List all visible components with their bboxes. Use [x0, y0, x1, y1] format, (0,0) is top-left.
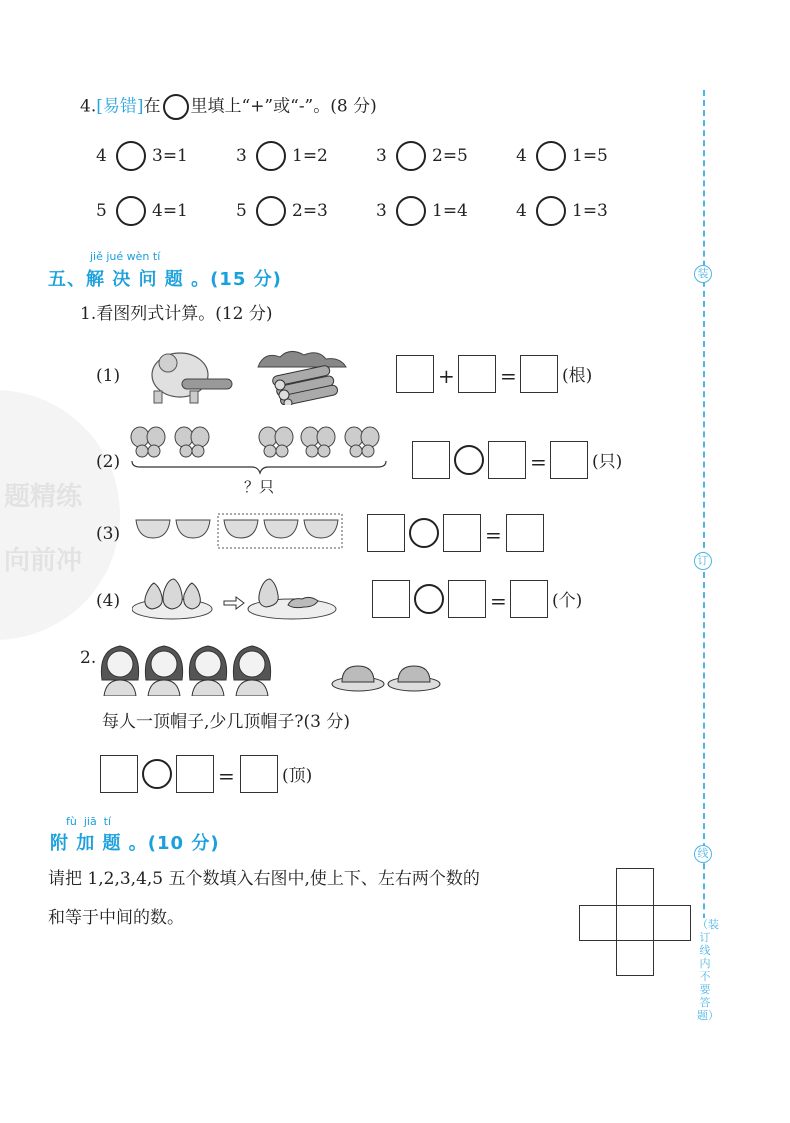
- watermark-line1: 题精练: [4, 482, 83, 512]
- q4-eq-3-rest: 2=5: [432, 146, 468, 166]
- elephant-logs-picture: [140, 345, 360, 405]
- q2-number: 2.: [80, 648, 97, 668]
- q4-heading: [80, 94, 377, 120]
- q1-p1-plus: +: [438, 364, 455, 388]
- q1-p1-box-1[interactable]: [396, 355, 434, 393]
- q4-eq-2-rest: 1=2: [292, 146, 328, 166]
- q1-p4-box-1[interactable]: [372, 580, 410, 618]
- q4-eq-8: 4: [516, 201, 527, 221]
- q1-p4-box-3[interactable]: [510, 580, 548, 618]
- q1-p2-box-3[interactable]: [550, 441, 588, 479]
- q4-eq-3: 3: [376, 146, 387, 166]
- q1-p2-label: (2): [96, 452, 121, 472]
- section5-pinyin: jiě jué wèn tí: [90, 250, 161, 263]
- q4-circle-3[interactable]: [396, 141, 426, 171]
- watermelon-picture: [132, 512, 344, 552]
- q2-box-2[interactable]: [176, 755, 214, 793]
- q1-p4-unit: (个): [552, 591, 583, 611]
- q1-p2-circle[interactable]: [454, 445, 484, 475]
- bonus-pinyin: fù jiā tí: [66, 815, 112, 828]
- cross-cell-center[interactable]: [616, 905, 654, 941]
- q4-tag: [易错]: [96, 96, 144, 117]
- hat-icon: [332, 666, 440, 691]
- binding-mark-1: 装: [694, 265, 712, 283]
- pears-picture: [132, 573, 342, 623]
- q1-p4-circle[interactable]: [414, 584, 444, 614]
- q1-p1-eq: =: [500, 364, 517, 388]
- q4-circle-5[interactable]: [116, 196, 146, 226]
- q4-eq-7: 3: [376, 201, 387, 221]
- pear-icon: [145, 579, 200, 609]
- q1-p2-brace-label: ？只: [244, 478, 275, 496]
- q1-p1-box-3[interactable]: [520, 355, 558, 393]
- q4-text-after: 里填上“+”或“-”。(8 分): [190, 96, 377, 117]
- section5-title: 五、解 决 问 题 。(15 分): [48, 269, 282, 290]
- q4-eq-1-rest: 3=1: [152, 146, 188, 166]
- bonus-line2: 和等于中间的数。: [48, 908, 184, 928]
- q4-eq-5: 5: [96, 201, 107, 221]
- q2-question: 每人一顶帽子,少几顶帽子?(3 分): [102, 712, 351, 732]
- q4-number: 4.: [80, 96, 97, 117]
- q4-eq-1: 4: [96, 146, 107, 166]
- binding-line: [703, 90, 705, 1050]
- binding-note: （装订线内不要答题）: [697, 918, 713, 1053]
- q1-p4-eq: =: [490, 589, 507, 613]
- binding-mark-2: 订: [694, 552, 712, 570]
- binding-mark-3: 线: [694, 845, 712, 863]
- q1-p1-label: (1): [96, 366, 121, 386]
- q4-circle-2[interactable]: [256, 141, 286, 171]
- watermark-line2: 向前冲: [4, 546, 83, 576]
- q1-p2-box-2[interactable]: [488, 441, 526, 479]
- arrow-icon: [224, 597, 244, 609]
- q1-p2-eq: =: [530, 450, 547, 474]
- cross-cell-top[interactable]: [616, 868, 654, 906]
- logs-icon: [272, 365, 339, 405]
- q4-eq-7-rest: 1=4: [432, 201, 468, 221]
- q4-eq-6: 5: [236, 201, 247, 221]
- cross-cell-bottom[interactable]: [616, 940, 654, 976]
- q1-p3-box-2[interactable]: [443, 514, 481, 552]
- q2-box-1[interactable]: [100, 755, 138, 793]
- q1-p3-box-1[interactable]: [367, 514, 405, 552]
- girl-icon: [101, 646, 270, 696]
- q1-title: 1.看图列式计算。(12 分): [80, 304, 273, 324]
- q1-p3-eq: =: [485, 523, 502, 547]
- q1-p3-circle[interactable]: [409, 518, 439, 548]
- q1-p4-label: (4): [96, 591, 121, 611]
- butterflies-picture: [130, 425, 390, 475]
- q1-p1-unit: (根): [562, 366, 593, 386]
- q1-p2-box-1[interactable]: [412, 441, 450, 479]
- q2-circle[interactable]: [142, 759, 172, 789]
- q4-eq-2: 3: [236, 146, 247, 166]
- q4-circle-4[interactable]: [536, 141, 566, 171]
- q4-eq-6-rest: 2=3: [292, 201, 328, 221]
- q4-eq-4-rest: 1=5: [572, 146, 608, 166]
- q4-text-before: 在: [143, 96, 161, 117]
- q4-eq-4: 4: [516, 146, 527, 166]
- q4-circle-8[interactable]: [536, 196, 566, 226]
- q4-eq-5-rest: 4=1: [152, 201, 188, 221]
- cloud-icon: [258, 351, 346, 367]
- q4-circle-1[interactable]: [116, 141, 146, 171]
- q4-circle-inline: [163, 94, 189, 120]
- cross-cell-right[interactable]: [653, 905, 691, 941]
- bonus-line1: 请把 1,2,3,4,5 五个数填入右图中,使上下、左右两个数的: [48, 869, 480, 889]
- cross-cell-left[interactable]: [579, 905, 617, 941]
- q4-circle-6[interactable]: [256, 196, 286, 226]
- q1-p4-box-2[interactable]: [448, 580, 486, 618]
- girls-hats-picture: [96, 640, 446, 696]
- brace-icon: [132, 461, 386, 473]
- q2-eq: =: [218, 764, 235, 788]
- q2-unit: (顶): [282, 766, 313, 786]
- watermelon-slice-icon: [136, 520, 338, 538]
- q4-eq-8-rest: 1=3: [572, 201, 608, 221]
- q1-p2-unit: (只): [592, 452, 623, 472]
- q2-box-3[interactable]: [240, 755, 278, 793]
- q1-p1-box-2[interactable]: [458, 355, 496, 393]
- q1-p3-label: (3): [96, 524, 121, 544]
- bonus-title: 附 加 题 。(10 分): [50, 833, 220, 854]
- q1-p3-box-3[interactable]: [506, 514, 544, 552]
- butterfly-icon: [131, 427, 379, 457]
- q4-circle-7[interactable]: [396, 196, 426, 226]
- pear-icon-2: [259, 579, 278, 607]
